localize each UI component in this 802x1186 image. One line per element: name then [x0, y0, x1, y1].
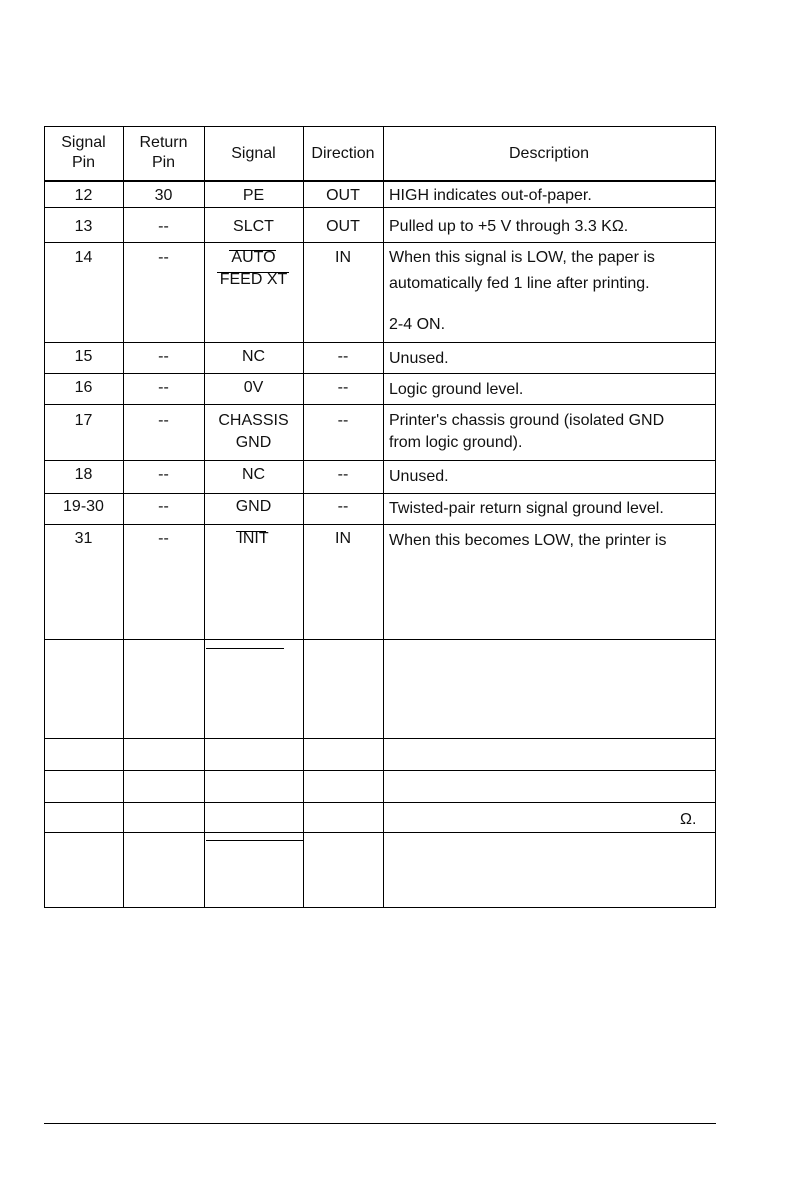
row-sep-12	[44, 802, 716, 803]
header-description: Description	[508, 145, 590, 162]
row-sep-6	[44, 460, 716, 461]
row12-pin: 12	[74, 187, 93, 204]
col-line-4	[383, 126, 384, 908]
row14-signal-line2: FEED XT	[219, 271, 288, 288]
row18-description: Unused.	[389, 468, 449, 485]
table-bottom-border	[44, 907, 716, 908]
row17-signal-line2: GND	[235, 434, 272, 451]
row13-return: --	[158, 218, 169, 235]
row17-signal-line1: CHASSIS	[218, 412, 289, 429]
row18-pin: 18	[74, 466, 93, 483]
header-return-pin-line1: Return	[139, 134, 188, 151]
row31-direction: IN	[335, 530, 351, 547]
stray-signal-line-1	[206, 648, 284, 649]
row19-30-signal: GND	[235, 498, 272, 515]
row19-30-return: --	[158, 498, 169, 515]
row-sep-9	[44, 639, 716, 640]
row31-description: When this becomes LOW, the printer is	[389, 532, 667, 549]
footer-rule	[44, 1123, 716, 1124]
row-sep-2	[44, 242, 716, 243]
header-signal: Signal	[231, 145, 276, 162]
row14-description-line2: automatically fed 1 line after printing.	[389, 275, 650, 292]
row17-pin: 17	[74, 412, 93, 429]
row19-30-description: Twisted-pair return signal ground level.	[389, 500, 664, 517]
row12-return: 30	[154, 187, 173, 204]
row14-return: --	[158, 249, 169, 266]
table-header-bottom	[44, 180, 716, 182]
table-top-border	[44, 126, 716, 127]
header-direction: Direction	[311, 145, 375, 162]
row12-direction: OUT	[326, 187, 360, 204]
row18-signal: NC	[241, 466, 266, 483]
row15-signal: NC	[241, 348, 266, 365]
row13-pin: 13	[74, 218, 93, 235]
row13-direction: OUT	[326, 218, 360, 235]
row16-signal: 0V	[243, 379, 264, 396]
row15-pin: 15	[74, 348, 93, 365]
col-line-5	[715, 126, 716, 908]
row17-direction: --	[337, 412, 349, 429]
row14-pin: 14	[74, 249, 93, 266]
row14-direction: IN	[335, 249, 351, 266]
header-signal-pin-line2: Pin	[71, 154, 96, 171]
row14-signal-line1: AUTO	[231, 249, 276, 266]
omega-fragment: Ω.	[680, 811, 697, 828]
row15-return: --	[158, 348, 169, 365]
stray-signal-line-2	[206, 840, 303, 841]
row13-signal: SLCT	[233, 218, 274, 235]
row17-description-line1: Printer's chassis ground (isolated GND	[389, 412, 665, 429]
row31-signal: INIT	[238, 530, 269, 547]
row17-return: --	[158, 412, 169, 429]
row19-30-direction: --	[337, 498, 349, 515]
row15-description: Unused.	[389, 350, 449, 367]
row-sep-1	[44, 207, 716, 208]
row15-direction: --	[337, 348, 349, 365]
header-signal-pin-line1: Signal	[61, 134, 106, 151]
header-return-pin	[123, 133, 204, 173]
row14-description-line1: When this signal is LOW, the paper is	[389, 249, 655, 266]
row12-description: HIGH indicates out-of-paper.	[389, 187, 592, 204]
header-return-pin-line2: Pin	[151, 154, 176, 171]
row31-pin: 31	[74, 530, 93, 547]
row18-return: --	[158, 466, 169, 483]
row19-30-pin: 19-30	[63, 498, 104, 515]
row14-description-line4: 2-4 ON.	[389, 316, 446, 333]
row-sep-5	[44, 404, 716, 405]
row31-return: --	[158, 530, 169, 547]
row-sep-13	[44, 832, 716, 833]
row-sep-4	[44, 373, 716, 374]
row17-description-line2: from logic ground).	[389, 434, 523, 451]
row-sep-8	[44, 524, 716, 525]
row16-pin: 16	[74, 379, 93, 396]
row12-signal: PE	[242, 187, 265, 204]
header-signal-pin	[44, 133, 123, 173]
row16-return: --	[158, 379, 169, 396]
row16-description: Logic ground level.	[389, 381, 524, 398]
row13-description: Pulled up to +5 V through 3.3 KΩ.	[389, 218, 629, 235]
row-sep-3	[44, 342, 716, 343]
row18-direction: --	[337, 466, 349, 483]
row-sep-7	[44, 493, 716, 494]
row-sep-11	[44, 770, 716, 771]
row-sep-10	[44, 738, 716, 739]
row16-direction: --	[337, 379, 349, 396]
